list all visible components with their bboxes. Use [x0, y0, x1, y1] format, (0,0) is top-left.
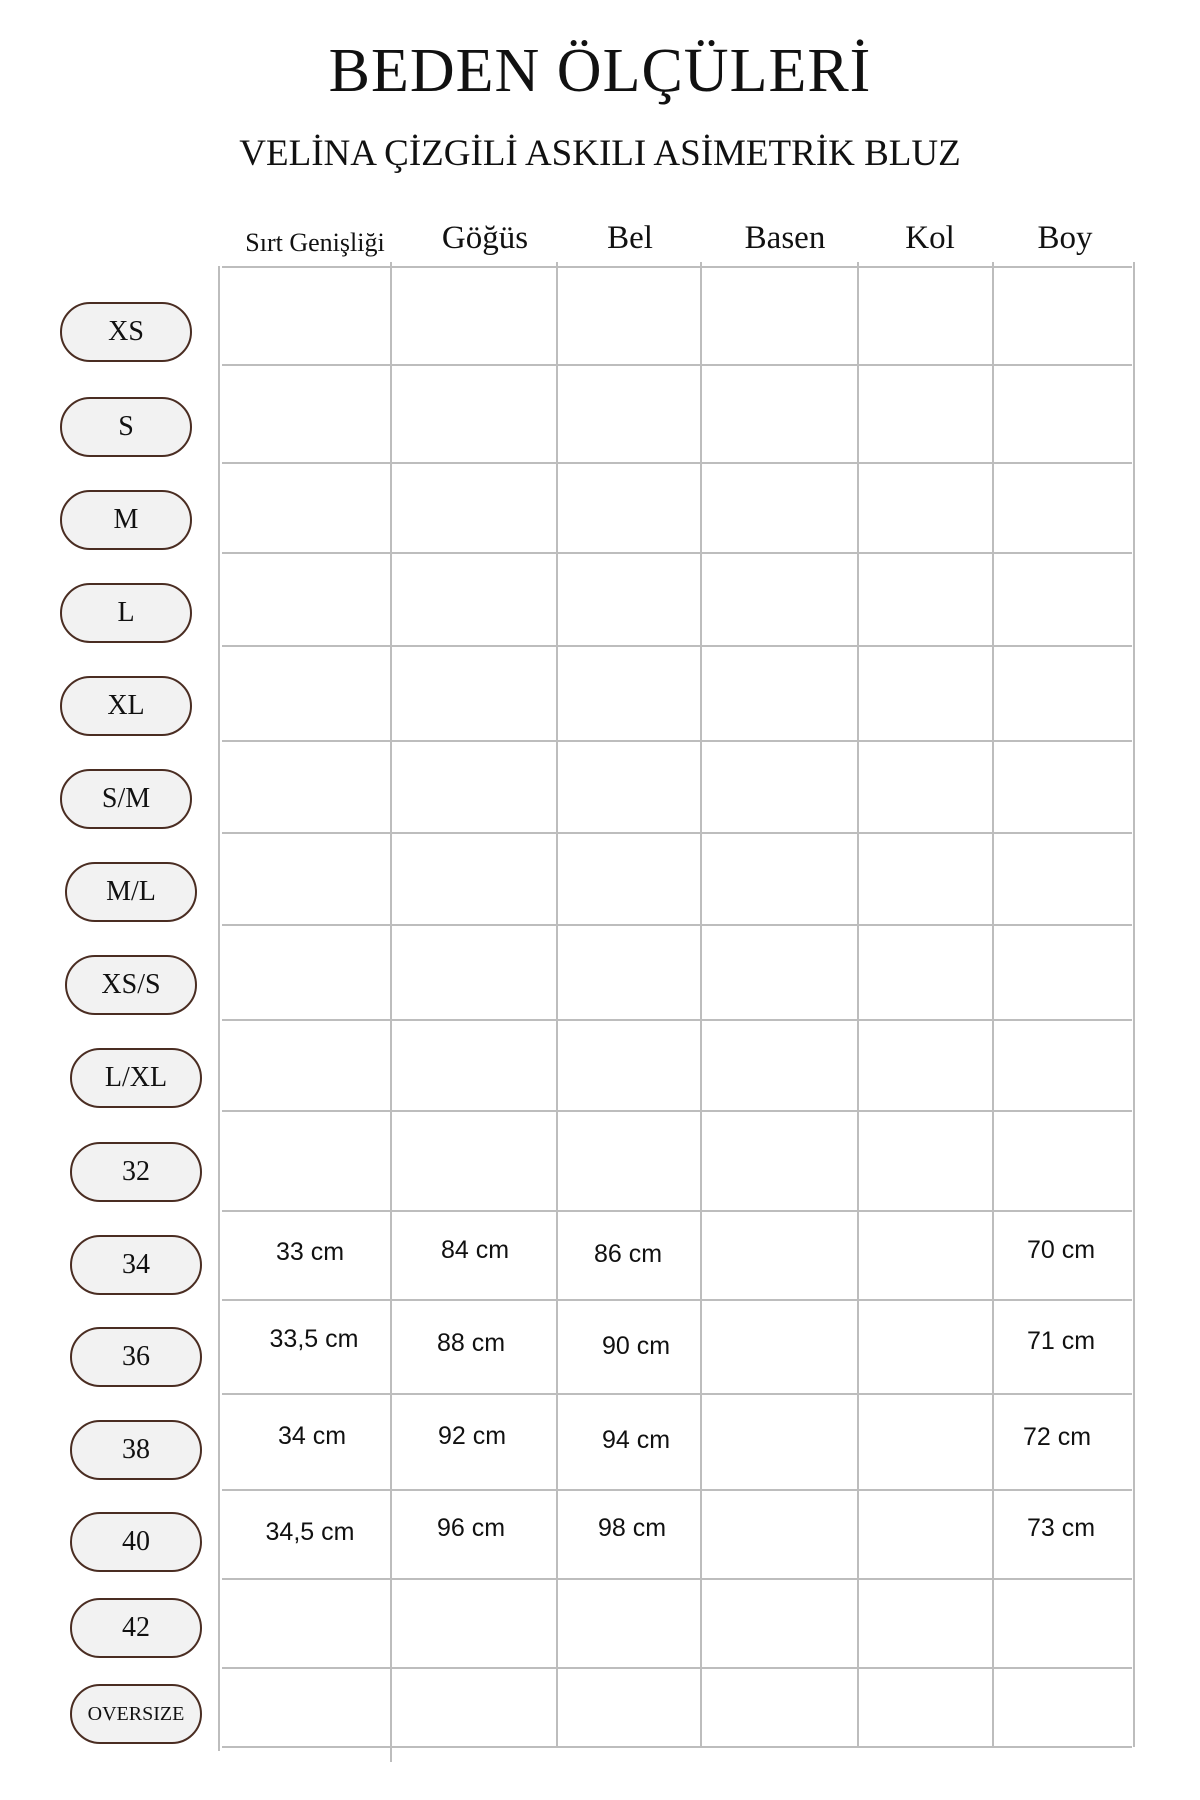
column-header-bel: Bel [607, 220, 653, 256]
size-label-36: 36 [70, 1327, 202, 1387]
size-label-s: S [60, 397, 192, 457]
cell-34-sirt: 33 cm [275, 1238, 345, 1266]
cell-38-boy: 72 cm [1022, 1423, 1092, 1451]
grid-hline [222, 266, 1132, 268]
grid-vline [556, 262, 558, 1747]
cell-38-sirt: 34 cm [277, 1422, 347, 1450]
grid-vline [857, 262, 859, 1747]
grid-hline [222, 364, 1132, 366]
cell-36-gogus: 88 cm [436, 1329, 506, 1357]
cell-36-bel: 90 cm [601, 1332, 671, 1360]
cell-34-gogus: 84 cm [440, 1236, 510, 1264]
cell-40-sirt: 34,5 cm [265, 1518, 355, 1546]
cell-34-boy: 70 cm [1026, 1236, 1096, 1264]
grid-vline [218, 266, 220, 1751]
grid-hline [222, 1393, 1132, 1395]
cell-38-gogus: 92 cm [437, 1422, 507, 1450]
cell-40-boy: 73 cm [1026, 1514, 1096, 1542]
column-header-sirt-genisligi: Sırt Genişliği [245, 228, 385, 257]
size-label-m: M [60, 490, 192, 550]
size-label-l-xl: L/XL [70, 1048, 202, 1108]
grid-hline [222, 1110, 1132, 1112]
grid-hline [222, 1210, 1132, 1212]
grid-hline [222, 552, 1132, 554]
size-label-40: 40 [70, 1512, 202, 1572]
page-title: BEDEN ÖLÇÜLERİ [328, 37, 872, 105]
size-label-42: 42 [70, 1598, 202, 1658]
cell-38-bel: 94 cm [601, 1426, 671, 1454]
size-label-34: 34 [70, 1235, 202, 1295]
grid-hline [222, 1299, 1132, 1301]
grid-hline [222, 462, 1132, 464]
size-label-xs-s: XS/S [65, 955, 197, 1015]
grid-hline [222, 1489, 1132, 1491]
cell-34-bel: 86 cm [593, 1240, 663, 1268]
grid-hline [222, 645, 1132, 647]
size-label-32: 32 [70, 1142, 202, 1202]
product-name: VELİNA ÇİZGİLİ ASKILI ASİMETRİK BLUZ [239, 133, 961, 174]
column-header-gogus: Göğüs [441, 220, 529, 256]
grid-hline [222, 1019, 1132, 1021]
size-label-s-m: S/M [60, 769, 192, 829]
grid-vline [1133, 262, 1135, 1747]
column-header-kol: Kol [905, 220, 955, 256]
cell-40-bel: 98 cm [597, 1514, 667, 1542]
cell-36-sirt: 33,5 cm [269, 1325, 359, 1353]
grid-vline [390, 262, 392, 1762]
grid-hline [222, 740, 1132, 742]
column-header-basen: Basen [744, 220, 826, 256]
size-label-38: 38 [70, 1420, 202, 1480]
grid-hline [222, 924, 1132, 926]
grid-hline [222, 1667, 1132, 1669]
cell-36-boy: 71 cm [1026, 1327, 1096, 1355]
column-header-boy: Boy [1037, 220, 1093, 256]
size-label-l: L [60, 583, 192, 643]
grid-hline [222, 1746, 1132, 1748]
grid-hline [222, 832, 1132, 834]
cell-40-gogus: 96 cm [436, 1514, 506, 1542]
size-label-xs: XS [60, 302, 192, 362]
size-label-m-l: M/L [65, 862, 197, 922]
size-label-xl: XL [60, 676, 192, 736]
grid-hline [222, 1578, 1132, 1580]
size-label-oversize: OVERSIZE [70, 1684, 202, 1744]
